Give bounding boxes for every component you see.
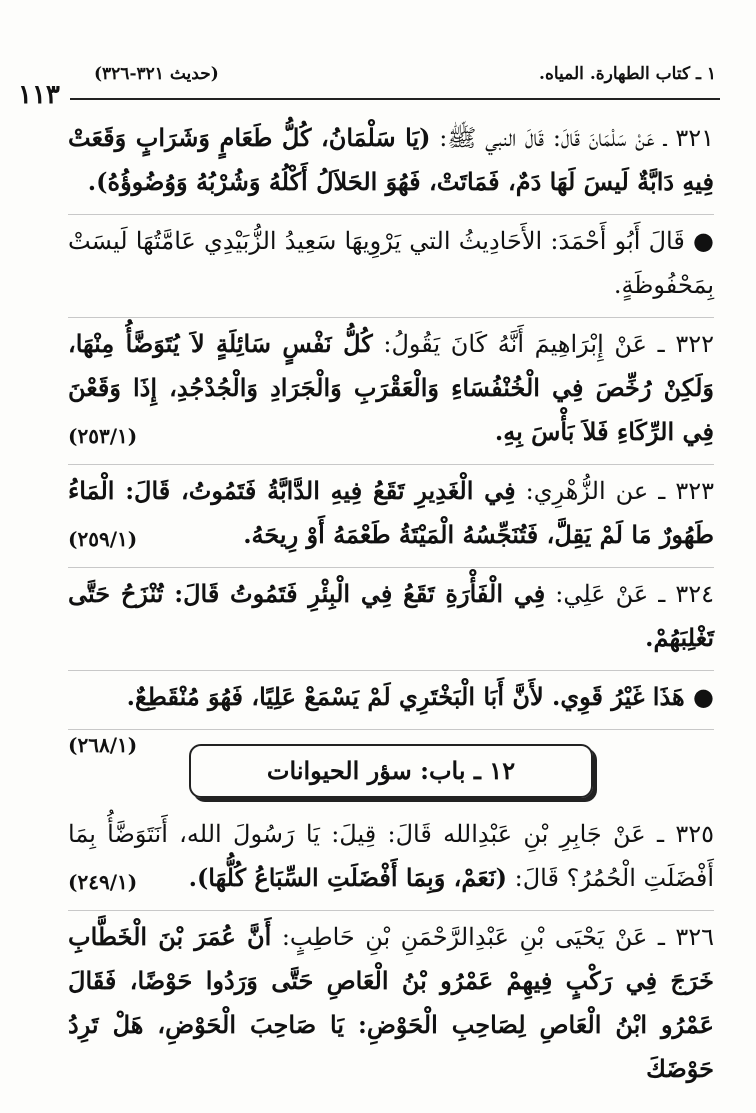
hadith-text: فِي الْغَدِيرِ تَقَعُ فِيهِ الدَّابَّةُ فَتَمُوتُ، قَالَ: الْمَاءُ طَهُورٌ مَا لَمْ يَقِلَّ، فَتُنَجِّسُهُ الْمَيْتَةُ طَعْمَهُ أَوْ رِيحَهُ.	[68, 476, 714, 549]
source-reference: (٢٤٩/١)	[68, 870, 138, 894]
hadith-text: أَنَّ عُمَرَ بْنَ الْخَطَّابِ خَرَجَ فِي رَكْبٍ فِيهِمْ عَمْرُو بْنُ الْعَاصِ حَتَّى وَرَدُوا حَوْضًا، فَقَالَ عَمْرُو ابْنُ الْعَاصِ لِصَاحِبِ الْحَوْضِ: يَا صَاحِبَ الْحَوْضِ، هَلْ تَرِدُ حَوْضَكَ	[68, 922, 714, 1083]
hadith-325	[68, 808, 714, 911]
source-reference: (٢٥٣/١)	[68, 424, 138, 448]
header-rule	[70, 98, 720, 100]
commentary-note	[68, 215, 714, 318]
hadith-text: فِي الْفَأْرَةِ تَقَعُ فِي الْبِئْرِ فَتَمُوتُ قَالَ: تُنْزَحُ حَتَّى تَغْلِبَهُمْ.	[68, 579, 714, 652]
hadith-intro: ـ عَنْ إِبْرَاهِيمَ أَنَّهُ كَانَ يَقُولُ:	[383, 330, 665, 358]
hadith-intro: ـ عَنْ سَلْمَانَ قَالَ: قَالَ النبي ﷺ:	[439, 124, 667, 152]
hadith-number: ٣٢٤	[675, 580, 714, 608]
commentary-text: ● هَذَا غَيْرُ قَوِي. لأَنَّ أَبَا الْبَخْتَرِي لَمْ يَسْمَعْ عَلِيًا، فَهُوَ مُنْقَطِعٌ.	[126, 682, 714, 711]
hadith-number: ٣٢١	[675, 124, 714, 152]
page-number: ١١٣	[18, 80, 60, 110]
source-reference: (٢٦٨/١)	[68, 733, 138, 757]
hadith-322	[68, 318, 714, 465]
commentary-note	[68, 671, 714, 757]
hadith-text: (يَا سَلْمَانُ، كُلُّ طَعَامٍ وَشَرَابٍ وَقَعَتْ فِيهِ دَابَّةٌ لَيسَ لَهَا دَمٌ، فَمَاتَتْ، فَهُوَ الحَلاَلُ أَكْلُهُ وَشُرْبُهُ وَوُضُوؤُهُ).	[68, 123, 714, 196]
hadith-range: (حديث ٣٢١-٣٢٦)	[94, 64, 219, 84]
source-reference: (٢٥٩/١)	[68, 527, 138, 551]
hadith-intro: ـ عَنْ يَحْيَى بْنِ عَبْدِالرَّحْمَنِ بْنِ حَاطِبٍ:	[281, 923, 665, 951]
hadith-text: كُلُّ نَفْسٍ سَائِلَةٍ لاَ يُتَوَضَّأُ مِنْهَا، وَلَكِنْ رُخِّصَ فِي الْخُنْفُسَاءِ وَالْعَقْرَبِ وَالْجَرَادِ وَالْجُدْجُدِ، إِذَا وَقَعْنَ فِي الرِّكَاءِ فَلاَ بَأْسَ بِهِ.	[68, 329, 714, 446]
hadith-number: ٣٢٣	[675, 477, 714, 505]
running-header	[70, 58, 716, 98]
hadith-number: ٣٢٢	[675, 330, 714, 358]
hadith-number: ٣٢٥	[675, 820, 714, 848]
hadith-intro: ـ عن الزُّهْرِي:	[525, 477, 666, 505]
hadith-323	[68, 465, 714, 568]
chapter-heading-box: ١٢ ـ باب: سؤر الحيوانات	[189, 744, 593, 798]
hadith-326	[68, 911, 714, 1101]
page-body	[68, 112, 714, 1101]
chapter-title: ١ ـ كتاب الطهارة. المياه.	[539, 64, 716, 84]
commentary-text: ● قَالَ أَبُو أَحْمَدَ: الأَحَادِيثُ التي يَرْوِيهَا سَعِيدُ الزُّبَيْدِي عَامَّتُهَا لَيسَتْ بِمَحْفُوظَةٍ.	[68, 227, 714, 299]
hadith-text: (نَعَمْ، وَبِمَا أَفْضَلَتِ السِّبَاعُ كُلُّهَا).	[188, 863, 507, 892]
hadith-intro: ـ عَنْ جَابِرِ بْنِ عَبْدِالله قَالَ: قِيلَ: يَا رَسُولَ الله، أَنَتَوَضَّأُ بِمَا أَفْضَلَتِ الْحُمُرُ؟ قَالَ:	[68, 820, 714, 892]
hadith-324	[68, 568, 714, 671]
hadith-intro: ـ عَنْ عَلِي:	[555, 580, 666, 608]
hadith-number: ٣٢٦	[675, 923, 715, 951]
hadith-321	[68, 112, 714, 215]
